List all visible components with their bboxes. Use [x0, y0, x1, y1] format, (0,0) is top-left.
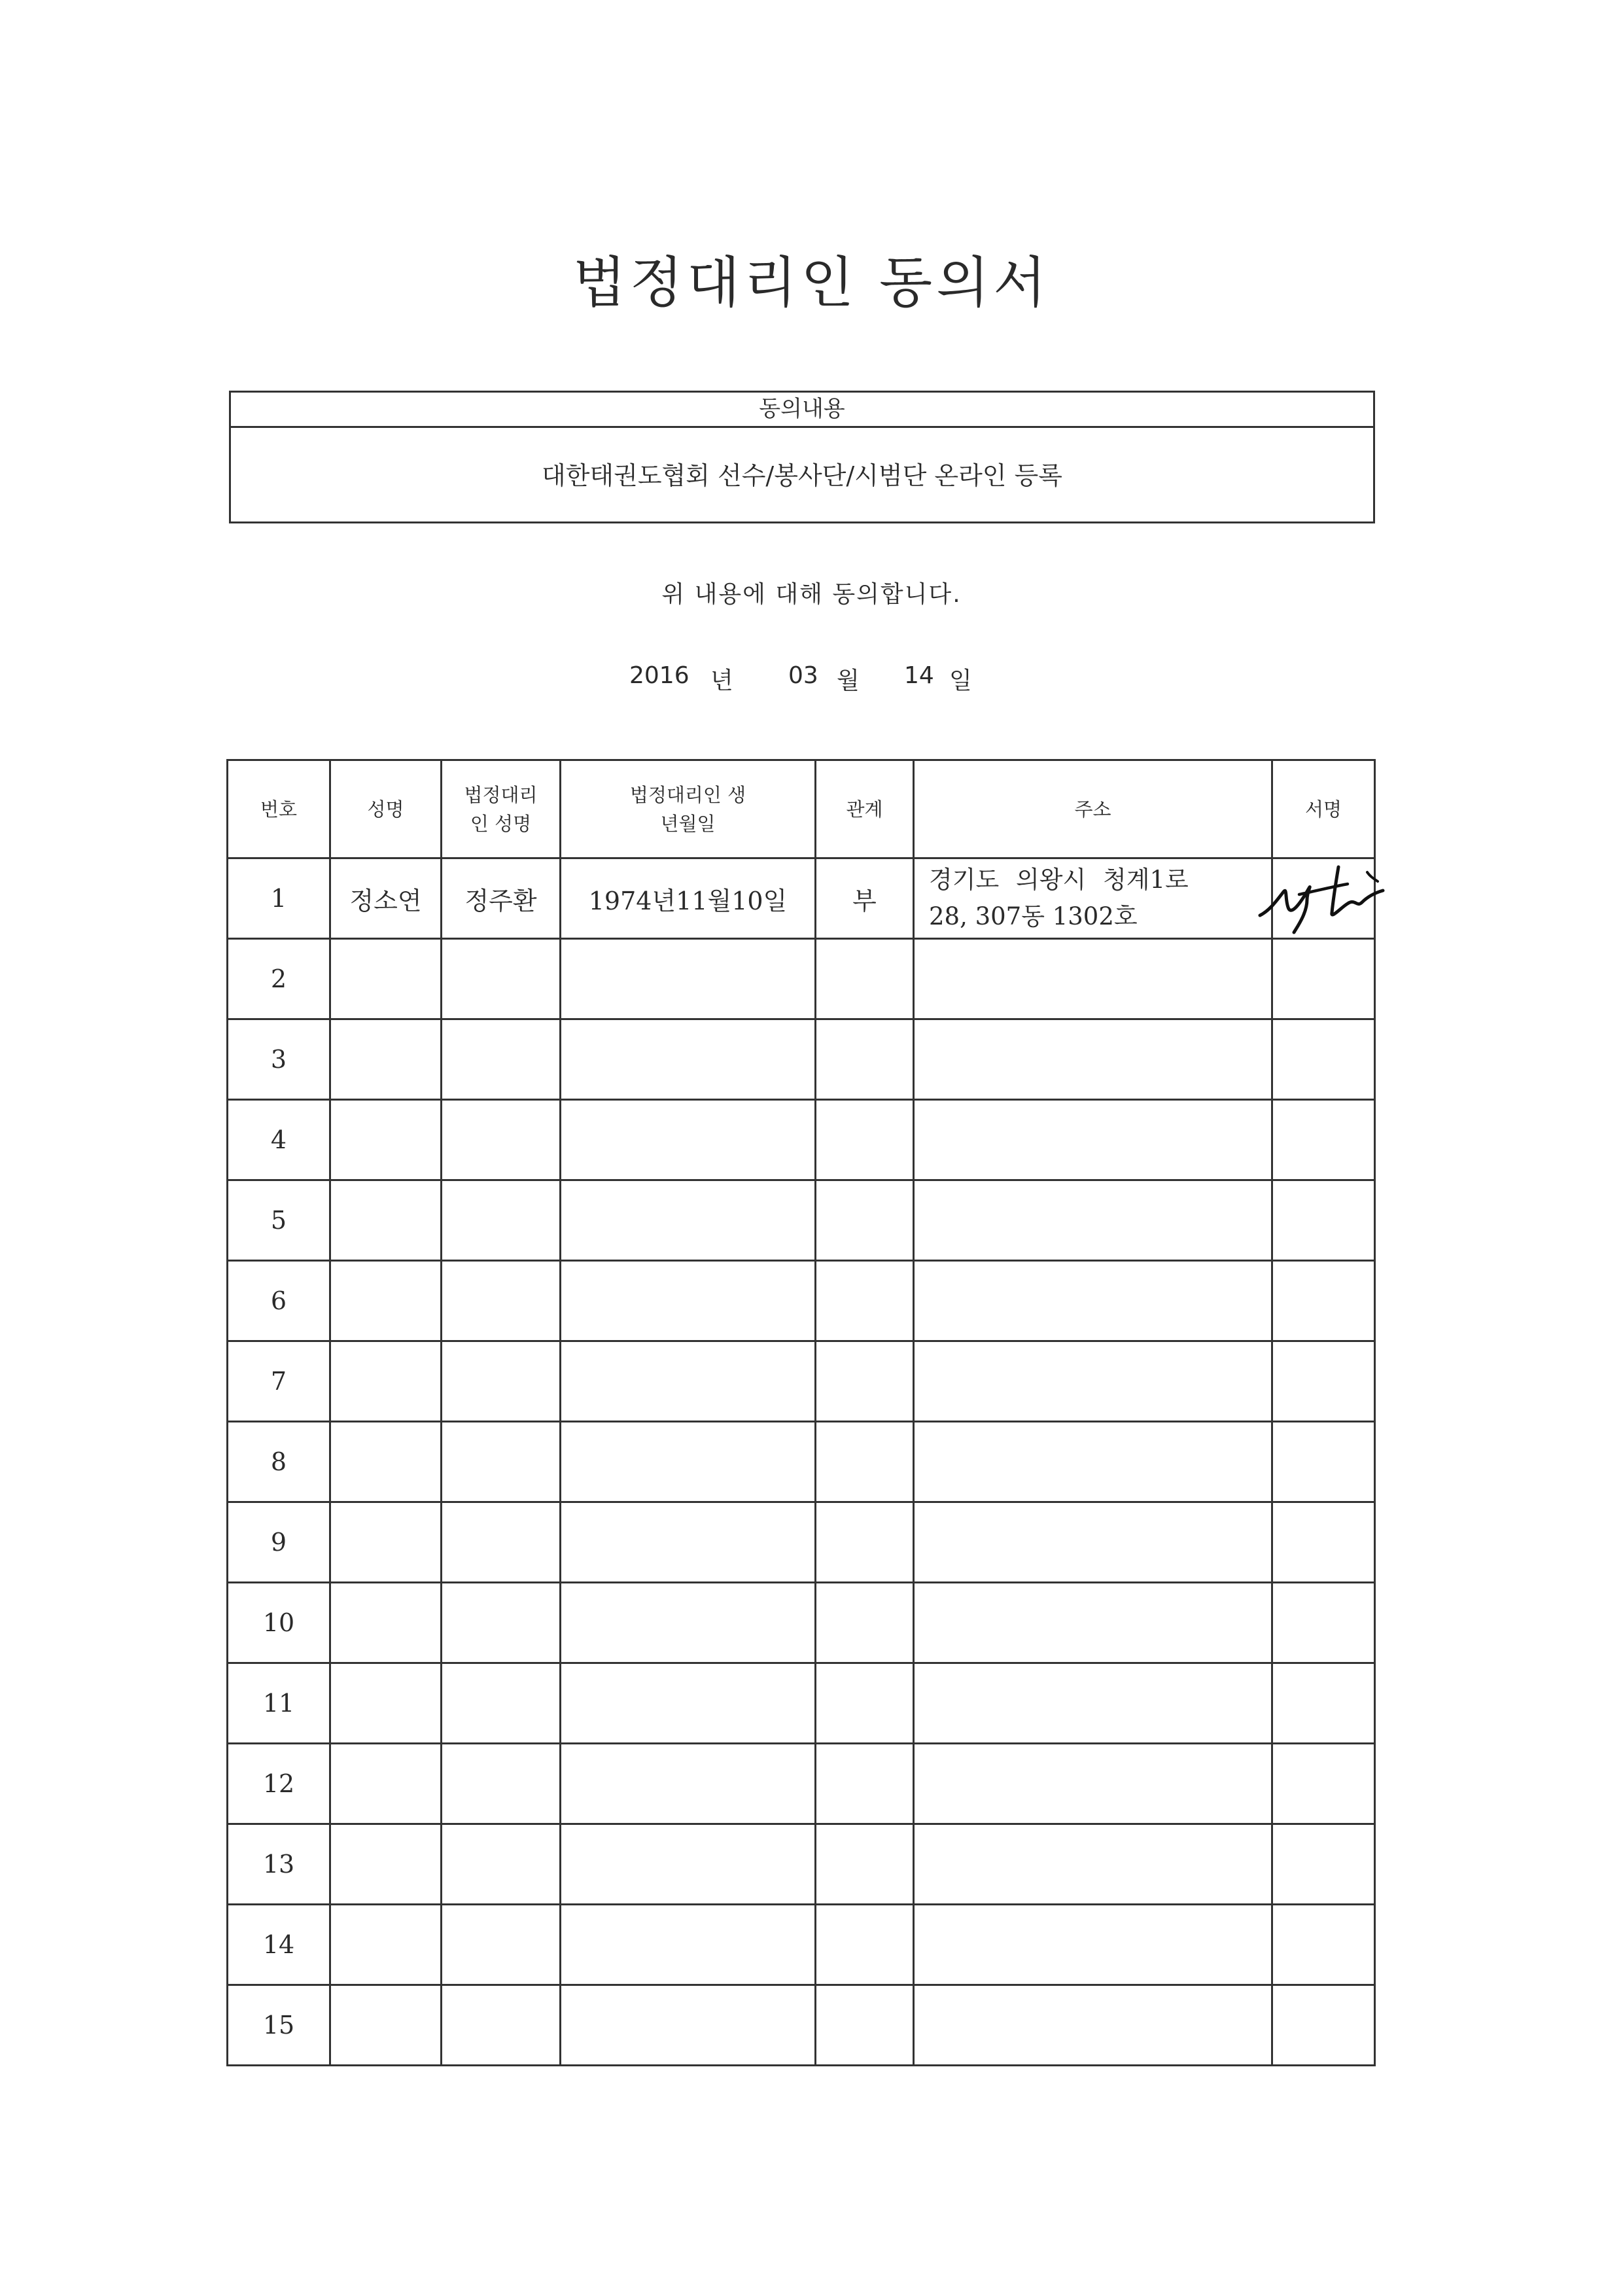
- empty-cell: [1272, 1100, 1375, 1180]
- date-month: 03: [788, 662, 818, 689]
- empty-cell: [442, 1824, 561, 1905]
- row-number: 1: [228, 858, 330, 939]
- address-line-1: 경기도 의왕시 청계1로: [929, 866, 1189, 894]
- empty-cell: [561, 1744, 816, 1824]
- empty-cell: [330, 1744, 442, 1824]
- empty-cell: [442, 1985, 561, 2066]
- table-row: [228, 939, 1375, 1019]
- empty-cell: [816, 1100, 914, 1180]
- table-row: [228, 1261, 1375, 1341]
- empty-cell: [330, 939, 442, 1019]
- empty-cell: [330, 1019, 442, 1100]
- row-guardian-birth: 1974년11월10일: [561, 858, 816, 939]
- empty-cell: [914, 1985, 1272, 2066]
- row-signature: [1272, 858, 1375, 939]
- empty-cell: [561, 1341, 816, 1422]
- header-address: 주소: [914, 760, 1272, 858]
- header-name: 성명: [330, 760, 442, 858]
- row-relation: 부: [816, 858, 914, 939]
- empty-cell: [330, 1905, 442, 1985]
- empty-cell: [330, 1583, 442, 1663]
- address-line-2: 28, 307동 1302호: [929, 902, 1138, 930]
- empty-cell: [330, 1422, 442, 1502]
- empty-cell: [330, 1261, 442, 1341]
- document-title: 법정대리인 동의서: [572, 251, 1051, 315]
- empty-cell: [1272, 1824, 1375, 1905]
- table-row: [228, 1824, 1375, 1905]
- empty-cell: [1272, 1583, 1375, 1663]
- empty-cell: [442, 1663, 561, 1744]
- empty-cell: [816, 1341, 914, 1422]
- empty-cell: [816, 1905, 914, 1985]
- row-address: [914, 858, 1272, 939]
- empty-cell: [330, 1663, 442, 1744]
- row-number: 2: [228, 939, 330, 1019]
- empty-cell: [1272, 1422, 1375, 1502]
- empty-cell: [442, 1744, 561, 1824]
- header-guardian-name-label: 법정대리인 성명: [464, 783, 538, 835]
- date-year: 2016: [629, 662, 689, 689]
- empty-cell: [1272, 1180, 1375, 1261]
- empty-cell: [561, 1502, 816, 1583]
- header-signature: 서명: [1272, 760, 1375, 858]
- empty-cell: [914, 1180, 1272, 1261]
- empty-cell: [561, 1905, 816, 1985]
- empty-cell: [816, 1261, 914, 1341]
- empty-cell: [442, 1341, 561, 1422]
- empty-cell: [561, 1422, 816, 1502]
- handwritten-signature: [1252, 853, 1396, 938]
- row-number: 10: [228, 1583, 330, 1663]
- empty-cell: [914, 1663, 1272, 1744]
- row-number: 5: [228, 1180, 330, 1261]
- empty-cell: [1272, 1261, 1375, 1341]
- guardian-table: [226, 759, 1376, 2066]
- empty-cell: [561, 1019, 816, 1100]
- consent-box: [229, 391, 1375, 523]
- empty-cell: [561, 1663, 816, 1744]
- empty-cell: [561, 1180, 816, 1261]
- empty-cell: [1272, 1744, 1375, 1824]
- table-row: [228, 1100, 1375, 1180]
- empty-cell: [914, 1100, 1272, 1180]
- empty-cell: [561, 1583, 816, 1663]
- empty-cell: [330, 1341, 442, 1422]
- table-row: [228, 858, 1375, 939]
- empty-cell: [442, 1905, 561, 1985]
- table-row: [228, 1341, 1375, 1422]
- empty-cell: [914, 1261, 1272, 1341]
- row-number: 15: [228, 1985, 330, 2066]
- empty-cell: [442, 939, 561, 1019]
- table-row: [228, 1502, 1375, 1583]
- empty-cell: [561, 1824, 816, 1905]
- date-day-unit: 일: [949, 667, 972, 694]
- empty-cell: [561, 1985, 816, 2066]
- row-number: 6: [228, 1261, 330, 1341]
- empty-cell: [914, 1502, 1272, 1583]
- empty-cell: [442, 1180, 561, 1261]
- empty-cell: [816, 1583, 914, 1663]
- empty-cell: [816, 1985, 914, 2066]
- empty-cell: [442, 1100, 561, 1180]
- empty-cell: [1272, 1019, 1375, 1100]
- empty-cell: [330, 1180, 442, 1261]
- empty-cell: [330, 1100, 442, 1180]
- empty-cell: [816, 1744, 914, 1824]
- table-row: [228, 1583, 1375, 1663]
- agreement-statement: 위 내용에 대해 동의합니다.: [661, 581, 962, 608]
- empty-cell: [561, 939, 816, 1019]
- date-day: 14: [904, 662, 934, 689]
- empty-cell: [914, 1583, 1272, 1663]
- empty-cell: [914, 1824, 1272, 1905]
- empty-cell: [442, 1583, 561, 1663]
- empty-cell: [914, 1905, 1272, 1985]
- header-relation: 관계: [816, 760, 914, 858]
- header-guardian-birth-label: 법정대리인 생년월일: [629, 783, 746, 835]
- empty-cell: [816, 1502, 914, 1583]
- table-row: [228, 1744, 1375, 1824]
- empty-cell: [816, 1422, 914, 1502]
- empty-cell: [1272, 1985, 1375, 2066]
- row-number: 14: [228, 1905, 330, 1985]
- empty-cell: [442, 1019, 561, 1100]
- date-year-unit: 년: [710, 667, 733, 694]
- row-number: 9: [228, 1502, 330, 1583]
- row-guardian-name: 정주환: [442, 858, 561, 939]
- empty-cell: [914, 1422, 1272, 1502]
- row-name: 정소연: [330, 858, 442, 939]
- row-number: 7: [228, 1341, 330, 1422]
- empty-cell: [330, 1502, 442, 1583]
- empty-cell: [442, 1502, 561, 1583]
- date-month-unit: 월: [837, 667, 860, 694]
- empty-cell: [1272, 1905, 1375, 1985]
- header-guardian-name: [442, 760, 561, 858]
- empty-cell: [561, 1261, 816, 1341]
- empty-cell: [914, 1019, 1272, 1100]
- row-number: 8: [228, 1422, 330, 1502]
- row-number: 11: [228, 1663, 330, 1744]
- consent-header: 동의내용: [231, 393, 1373, 428]
- empty-cell: [442, 1261, 561, 1341]
- row-number: 13: [228, 1824, 330, 1905]
- empty-cell: [330, 1985, 442, 2066]
- table-row: [228, 1422, 1375, 1502]
- empty-cell: [1272, 939, 1375, 1019]
- empty-cell: [561, 1100, 816, 1180]
- empty-cell: [1272, 1341, 1375, 1422]
- empty-cell: [816, 1180, 914, 1261]
- table-row: [228, 1019, 1375, 1100]
- row-number: 4: [228, 1100, 330, 1180]
- header-number: 번호: [228, 760, 330, 858]
- empty-cell: [1272, 1663, 1375, 1744]
- table-header-row: [228, 760, 1375, 858]
- empty-cell: [914, 1341, 1272, 1422]
- empty-cell: [816, 939, 914, 1019]
- row-number: 12: [228, 1744, 330, 1824]
- empty-cell: [914, 1744, 1272, 1824]
- empty-cell: [1272, 1502, 1375, 1583]
- empty-cell: [816, 1824, 914, 1905]
- table-row: [228, 1180, 1375, 1261]
- consent-content: 대한태권도협회 선수/봉사단/시범단 온라인 등록: [541, 461, 1062, 490]
- table-row: [228, 1905, 1375, 1985]
- empty-cell: [914, 939, 1272, 1019]
- empty-cell: [816, 1663, 914, 1744]
- empty-cell: [330, 1824, 442, 1905]
- table-row: [228, 1985, 1375, 2066]
- row-number: 3: [228, 1019, 330, 1100]
- table-row: [228, 1663, 1375, 1744]
- header-guardian-birth: [561, 760, 816, 858]
- empty-cell: [442, 1422, 561, 1502]
- empty-cell: [816, 1019, 914, 1100]
